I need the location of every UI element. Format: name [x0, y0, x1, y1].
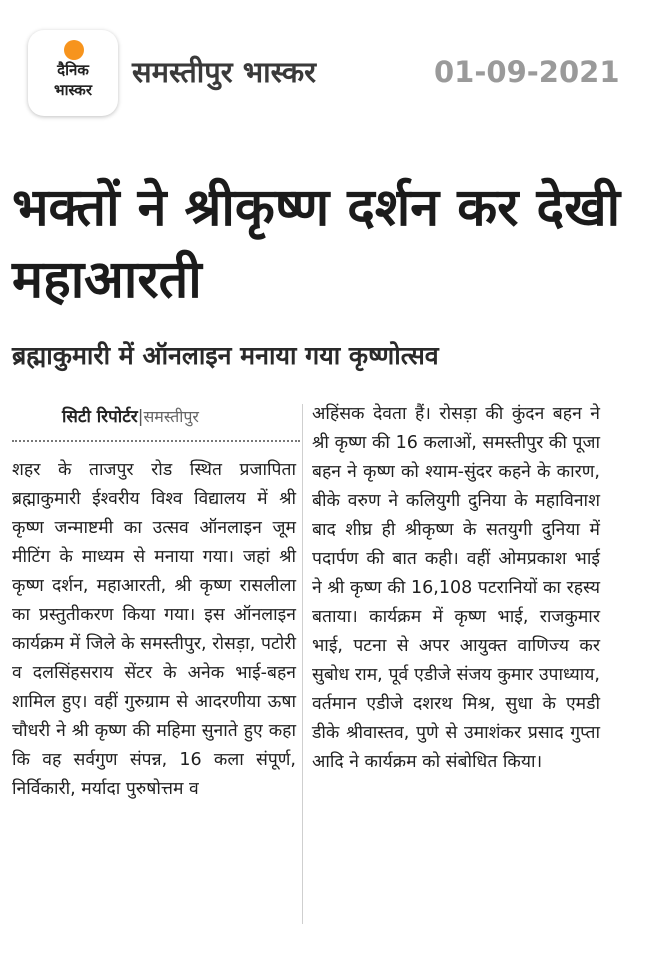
edition-name: समस्तीपुर भास्कर [132, 55, 317, 89]
byline-reporter: सिटी रिपोर्टर [62, 407, 138, 427]
masthead [0, 0, 648, 140]
column-divider [302, 404, 303, 924]
dotted-rule [12, 440, 300, 442]
article-column-left: शहर के ताजपुर रोड स्थित प्रजापिता ब्रह्माकुमारी ईश्वरीय विश्व विद्यालय में श्री कृष्ण जन्माष्टमी का उत्सव ऑनलाइन जूम मीटिंग के माध्यम से मनाया गया। जहां श्री कृष्ण दर्शन, महाआरती, श्री कृष्ण रासलीला का प्रस्तुतीकरण किया गया। इस ऑनलाइन कार्यक्रम में जिले के समस्तीपुर, रोसड़ा, पटोरी व दलसिंहसराय सेंटर के अनेक भाई-बहन शामिल हुए। वहीं गुरुग्राम से आदरणीया ऊषा चौधरी ने श्री कृष्ण की महिमा सुनाते हुए कहा कि वह सर्वगुण संपन्न, 16 कला संपूर्ण, निर्विकारी, मर्यादा पुरुषोत्तम व [12, 460, 296, 799]
byline-separator: | [137, 407, 144, 427]
publication-date: 01-09-2021 [434, 55, 620, 89]
dainik-bhaskar-logo [28, 30, 118, 116]
article-column-right: अहिंसक देवता हैं। रोसड़ा की कुंदन बहन ने श्री कृष्ण की 16 कलाओं, समस्तीपुर की पूजा बहन ने कृष्ण को श्याम-सुंदर कहने के कारण, बीके वरुण ने कलियुगी दुनिया के महाविनाश बाद शीघ्र ही श्रीकृष्ण के सतयुगी दुनिया में पदार्पण की बात कही। वहीं ओमप्रकाश भाई ने श्री कृष्ण की 16,108 पटरानियों का रहस्य बताया। कार्यक्रम में कृष्ण भाई, राजकुमार भाई, पटना से अपर आयुक्त वाणिज्य कर सुबोध राम, पूर्व एडीजे संजय कुमार उपाध्याय, वर्तमान एडीजे दशरथ मिश्र, सुधा के एमडी डीके श्रीवास्तव, पुणे से उमाशंकर प्रसाद गुप्ता आदि ने कार्यक्रम को संबोधित किया। [312, 404, 600, 772]
logo-line-2: भास्कर [54, 81, 92, 99]
byline-place: समस्तीपुर [143, 407, 199, 426]
article-subheadline: ब्रह्माकुमारी में ऑनलाइन मनाया गया कृष्णोत्सव [12, 341, 439, 370]
sun-icon [64, 40, 84, 60]
byline [62, 404, 199, 427]
article-headline: भक्तों ने श्रीकृष्ण दर्शन कर देखी महाआरती [12, 178, 621, 310]
logo-line-1: दैनिक [57, 61, 89, 79]
